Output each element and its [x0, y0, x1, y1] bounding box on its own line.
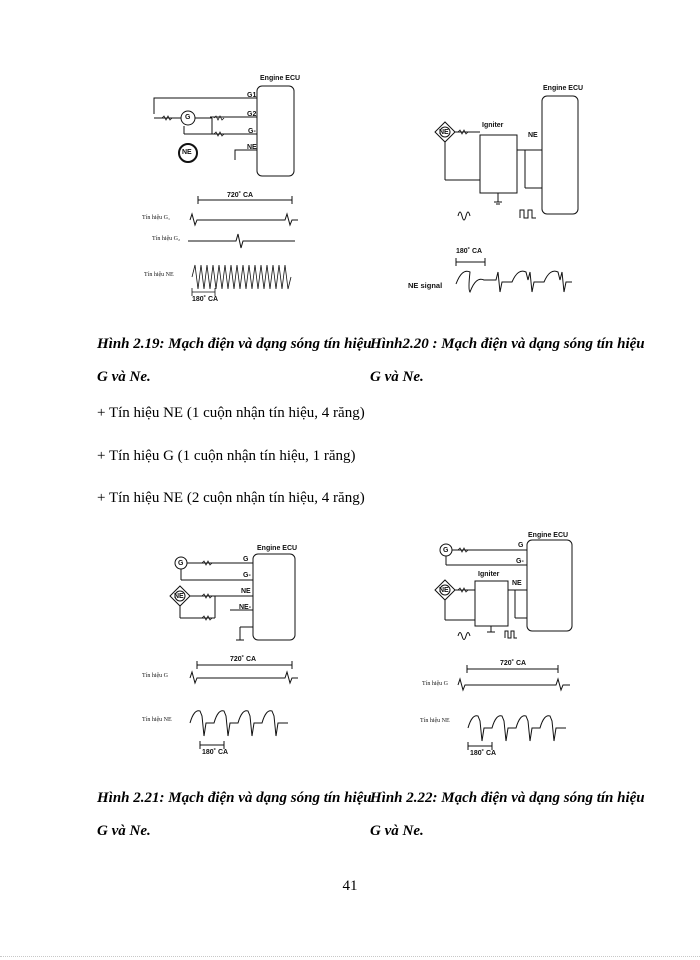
signal-g-label: Tín hiệu G — [142, 673, 168, 679]
angle-180-label: 180˚ CA — [470, 750, 497, 757]
signal-ne-label: Tín hiệu NE — [142, 717, 172, 723]
angle-720-label: 720˚ CA — [227, 192, 254, 199]
body-line-1: + Tín hiệu NE (1 cuộn nhận tín hiệu, 4 răng) — [97, 405, 365, 421]
pin-label-g: G — [518, 542, 524, 549]
caption-figure-2-20: Hình2.20 : Mạch điện và dạng sóng tín hiệu G và Ne. — [370, 336, 645, 385]
figure-2-22 — [420, 528, 590, 763]
figure-2-21 — [140, 540, 310, 760]
ecu-label: Engine ECU — [543, 85, 584, 92]
figure-2-20 — [400, 80, 590, 310]
angle-180-label: 180˚ CA — [202, 749, 229, 756]
caption-figure-2-21: Hình 2.21: Mạch điện và dạng sóng tín hiệu G và Ne. — [97, 790, 372, 839]
angle-720-label: 720˚ CA — [500, 660, 527, 667]
page-bottom-divider — [0, 956, 700, 957]
ne-signal-label: NE signal — [408, 281, 443, 290]
signal-g1-label: Tín hiệu G₁ — [142, 215, 171, 221]
pin-label-g2: G2 — [247, 111, 257, 118]
ne-coil-label: NE — [174, 593, 184, 600]
pin-label-ne: NE — [247, 144, 257, 151]
angle-180-label: 180˚ CA — [192, 296, 219, 303]
pin-label-g-minus: G- — [516, 558, 524, 565]
ne-pin-label: NE — [528, 132, 538, 139]
figure-2-21-diagram — [140, 540, 310, 760]
ne-coil-label: NE — [439, 129, 449, 136]
pin-label-ne-minus: NE- — [239, 604, 252, 611]
figure-2-19 — [140, 70, 310, 310]
pin-label-ne: NE — [512, 580, 522, 587]
igniter-label: Igniter — [478, 571, 500, 578]
signal-ne-label: Tín hiệu NE — [144, 272, 174, 278]
ne-coil-label: NE — [439, 587, 449, 594]
ecu-label: Engine ECU — [260, 75, 301, 82]
body-line-2: + Tín hiệu G (1 cuộn nhận tín hiệu, 1 răng) — [97, 448, 356, 464]
signal-g2-label: Tín hiệu G₂ — [152, 236, 181, 242]
figure-2-22-diagram — [420, 528, 590, 763]
pin-label-ne: NE — [241, 588, 251, 595]
g-coil-label: G — [443, 547, 449, 554]
ecu-label: Engine ECU — [257, 545, 298, 552]
caption-figure-2-22: Hình 2.22: Mạch điện và dạng sóng tín hiệu G và Ne. — [370, 790, 645, 839]
pin-label-g-minus: G- — [248, 128, 256, 135]
g-coil-label: G — [178, 560, 184, 567]
ne-coil-label: NE — [182, 149, 192, 156]
g-coil-label: G — [185, 114, 191, 121]
pin-label-g1: G1 — [247, 92, 257, 99]
figure-2-20-diagram — [400, 80, 590, 310]
angle-720-label: 720˚ CA — [230, 656, 257, 663]
pin-label-g-minus: G- — [243, 572, 251, 579]
ecu-label: Engine ECU — [528, 532, 569, 539]
angle-180-label: 180˚ CA — [456, 248, 483, 255]
signal-g-label: Tín hiệu G — [422, 681, 448, 687]
caption-figure-2-19: Hình 2.19: Mạch điện và dạng sóng tín hiệu G và Ne. — [97, 336, 372, 385]
body-line-3: + Tín hiệu NE (2 cuộn nhận tín hiệu, 4 răng) — [97, 490, 365, 506]
signal-ne-label: Tín hiệu NE — [420, 718, 450, 724]
page-number: 41 — [342, 878, 358, 894]
pin-label-g: G — [243, 556, 249, 563]
igniter-label: Igniter — [482, 122, 504, 129]
